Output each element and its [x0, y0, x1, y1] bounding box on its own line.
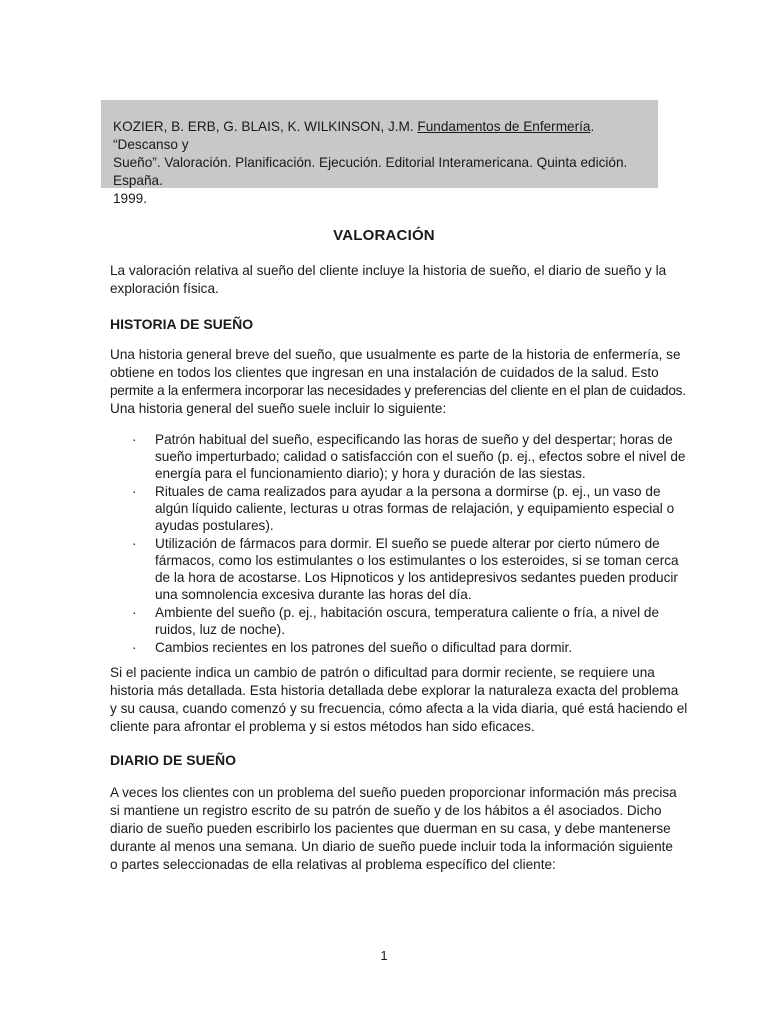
list-item	[110, 639, 650, 656]
citation-year: 1999.	[113, 191, 148, 206]
bullet-marker: ·	[132, 536, 137, 551]
diario-line: diario de sueño pueden escribirlo los pacientes que duerman en su casa, y debe mantenerse	[110, 821, 671, 836]
historia-line: permite a la enfermera incorporar las necesidades y preferencias del cliente en el plan de cuidados.	[110, 383, 686, 398]
bullet-line: ayudas postulares).	[155, 518, 274, 533]
bullet-line: Rituales de cama realizados para ayudar a la persona a dormirse (p. ej., un vaso de	[155, 484, 661, 499]
bullet-line: Utilización de fármacos para dormir. El sueño se puede alterar por cierto número de	[155, 536, 660, 551]
section-heading-historia: HISTORIA DE SUEÑO	[110, 316, 254, 332]
bullet-line: de la hora de acostarse. Los Hipnoticos y los antidepresivos sedantes pueden producir	[155, 570, 678, 585]
closing-line: y su causa, cuando comenzó y su frecuencia, cómo afecta a la vida diaria, qué está haciendo el	[110, 701, 688, 716]
bullet-marker: ·	[132, 484, 137, 499]
citation-book-title: Fundamentos de Enfermería	[417, 119, 591, 134]
bullet-marker: ·	[132, 640, 137, 655]
closing-line: historia más detallada. Esta historia detallada debe explorar la naturaleza exacta del problema	[110, 683, 679, 698]
page-title: VALORACIÓN	[333, 227, 435, 244]
intro-line: La valoración relativa al sueño del cliente incluye la historia de sueño, el diario de sueño y la	[110, 263, 667, 278]
list-item	[110, 604, 660, 638]
diario-line: si mantiene un registro escrito de su patrón de sueño y de los hábitos a él asociados. Dicho	[110, 803, 662, 818]
closing-line: cliente para afrontar el problema y si estos métodos han sido eficaces.	[110, 719, 535, 734]
section-heading-diario: DIARIO DE SUEÑO	[110, 752, 237, 768]
bullet-line: fármacos, como los estimulantes o los estimulantes o los esteroides, si se toman cerca	[155, 553, 679, 568]
historia-bullet-list	[110, 431, 686, 656]
historia-line: Una historia general breve del sueño, que usualmente es parte de la historia de enfermería, se	[110, 347, 681, 362]
bullet-line: Ambiente del sueño (p. ej., habitación oscura, temperatura caliente o fría, a nivel de	[155, 605, 660, 620]
citation-box	[101, 100, 658, 206]
page-number: 1	[380, 948, 388, 963]
citation-authors: KOZIER, B. ERB, G. BLAIS, K. WILKINSON, J.M.	[113, 119, 418, 134]
list-item	[110, 483, 675, 534]
bullet-line: Cambios recientes en los patrones del sueño o dificultad para dormir.	[155, 640, 573, 655]
citation-details: Sueño”. Valoración. Planificación. Ejecución. Editorial Interamericana. Quinta edición. España.	[113, 155, 628, 188]
bullet-marker: ·	[132, 432, 137, 447]
bullet-line: Patrón habitual del sueño, especificando las horas de sueño y del despertar; horas de	[155, 432, 673, 447]
bullet-marker: ·	[132, 605, 137, 620]
list-item	[110, 431, 686, 482]
historia-closing-paragraph	[110, 664, 688, 736]
intro-paragraph	[110, 262, 667, 298]
bullet-line: una somnolencia excesiva durante las horas del día.	[155, 587, 472, 602]
historia-line: obtiene en todos los clientes que ingresan en una instalación de cuidados de la salud. Esto	[110, 365, 659, 380]
diario-paragraph	[110, 784, 677, 874]
list-item	[110, 535, 679, 603]
bullet-line: energía para el funcionamiento diario); y hora y duración de las siestas.	[155, 466, 586, 481]
diario-line: A veces los clientes con un problema del sueño pueden proporcionar información más precisa	[110, 785, 677, 800]
citation-chapter: . “Descanso y	[113, 119, 595, 152]
bullet-line: ruidos, luz de noche).	[155, 622, 285, 637]
closing-line: Si el paciente indica un cambio de patrón o dificultad para dormir reciente, se requiere una	[110, 665, 655, 680]
diario-line: o partes seleccionadas de ella relativas al problema específico del cliente:	[110, 857, 556, 872]
bullet-line: sueño imperturbado; calidad o satisfacción con el sueño (p. ej., efectos sobre el nivel de	[155, 449, 686, 464]
intro-line: exploración física.	[110, 281, 219, 296]
diario-line: durante al menos una semana. Un diario de sueño puede incluir toda la información siguiente	[110, 839, 673, 854]
historia-paragraph	[110, 346, 686, 418]
bullet-line: algún líquido caliente, lecturas u otras formas de relajación, y equipamiento especial o	[155, 501, 675, 516]
historia-line: Una historia general del sueño suele incluir lo siguiente:	[110, 401, 447, 416]
